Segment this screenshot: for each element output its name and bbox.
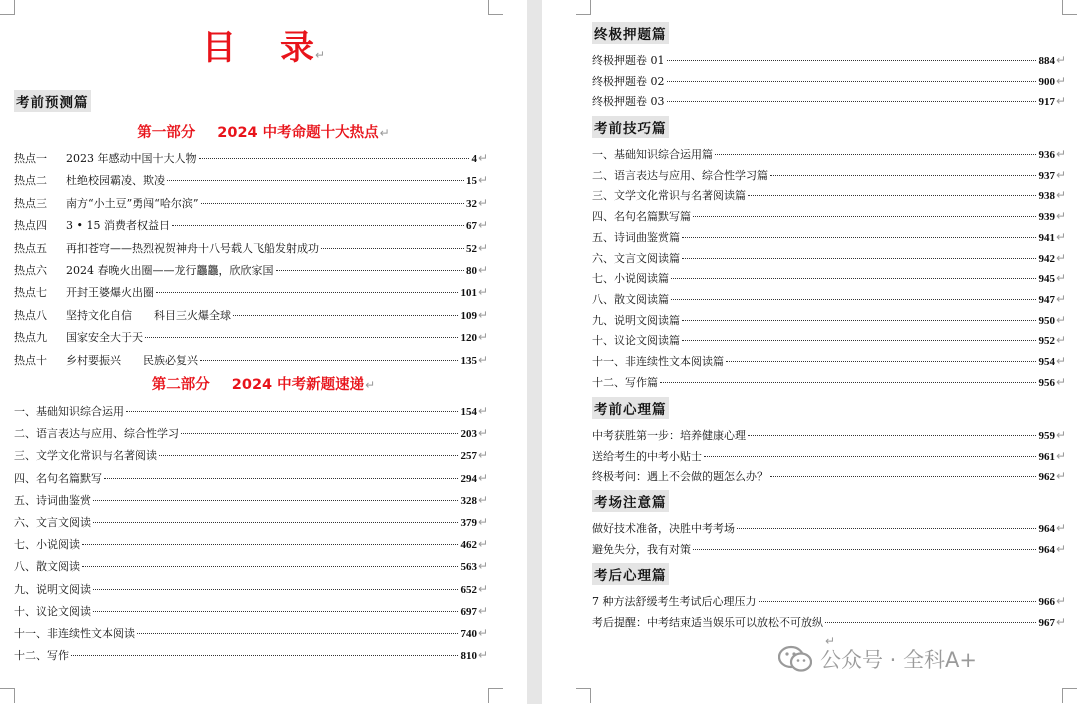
- hotspot-entry[interactable]: [14, 307, 488, 323]
- paragraph-mark: ↵: [1055, 354, 1066, 368]
- toc-entry-text: 十二、写作篇: [592, 375, 658, 389]
- hotspot-entry[interactable]: [14, 172, 488, 188]
- paragraph-mark: ↵: [1055, 188, 1066, 203]
- paragraph-mark: ↵: [477, 603, 488, 618]
- toc-entry-text: 十二、写作: [14, 649, 69, 663]
- page-number: 32: [465, 197, 477, 210]
- dot-leader: [71, 655, 458, 656]
- dot-leader: [693, 216, 1036, 217]
- toc-entry[interactable]: [592, 167, 1066, 183]
- paragraph-mark: ↵: [825, 634, 836, 648]
- paragraph-mark: ↵: [477, 352, 488, 367]
- toc-entry-text: 一、基础知识综合运用: [14, 405, 124, 418]
- toc-entry[interactable]: [592, 187, 1066, 203]
- dot-leader: [748, 435, 1036, 436]
- toc-entry[interactable]: [14, 425, 488, 441]
- dot-leader: [759, 601, 1037, 602]
- toc-entry[interactable]: [14, 536, 488, 552]
- paragraph-mark: ↵: [1055, 73, 1066, 88]
- part-one-heading: 第一部分 2024 中考命题十大热点↵: [137, 125, 390, 141]
- toc-entry-text: 终极考问：遇上不会做的题怎么办？: [592, 470, 768, 484]
- toc-entry-text: 十、议论文阅读篇: [592, 334, 680, 348]
- toc-entry-label: 热点七: [14, 286, 47, 300]
- toc-entry[interactable]: [592, 229, 1066, 245]
- toc-entry[interactable]: [592, 468, 1066, 484]
- toc-entry-text: 一、基础知识综合运用篇: [592, 148, 713, 161]
- dot-leader: [276, 270, 464, 271]
- paragraph-mark: ↵: [1055, 147, 1066, 161]
- paragraph-mark: ↵: [1055, 167, 1066, 182]
- toc-entry[interactable]: [592, 291, 1066, 307]
- toc-entry[interactable]: [14, 403, 488, 419]
- dot-leader: [82, 544, 458, 545]
- dot-leader: [682, 320, 1036, 321]
- toc-entry[interactable]: [592, 374, 1066, 390]
- dot-leader: [93, 522, 458, 523]
- toc-entry-text: 避免失分，我有对策: [592, 542, 691, 556]
- toc-entry-text: 南方“小土豆”勇闯“哈尔滨”: [66, 196, 199, 210]
- dot-leader: [660, 382, 1036, 383]
- dot-leader: [145, 337, 458, 338]
- toc-entry-text: 国家安全大于天: [66, 331, 143, 345]
- dot-leader: [737, 528, 1036, 529]
- page-number: 294: [460, 472, 477, 485]
- hotspot-entry[interactable]: [14, 284, 488, 300]
- toc-entry-label: 热点一: [14, 152, 47, 165]
- toc-entry[interactable]: [14, 581, 488, 597]
- toc-entry-text: 六、文言文阅读: [14, 516, 91, 529]
- margin-corner-mark: [0, 688, 15, 703]
- toc-entry-text: 十一、非连续性文本阅读篇: [592, 355, 724, 368]
- paragraph-mark: ↵: [477, 537, 488, 552]
- toc-entry-text: 八、散文阅读: [14, 560, 80, 574]
- page-number: 961: [1038, 450, 1055, 463]
- toc-entry-text: 七、小说阅读: [14, 538, 80, 552]
- hotspot-entry[interactable]: [14, 195, 488, 211]
- dot-leader: [199, 158, 470, 159]
- toc-entry-text: 十一、非连续性文本阅读: [14, 627, 135, 640]
- page-number: 952: [1038, 335, 1055, 348]
- paragraph-mark: ↵: [477, 648, 488, 663]
- toc-entry-text: 四、名句名篇默写: [14, 471, 102, 485]
- paragraph-mark: ↵: [477, 581, 488, 596]
- dot-leader: [93, 611, 458, 612]
- margin-corner-mark: [0, 0, 15, 15]
- page-number: 936: [1038, 149, 1055, 161]
- dot-leader: [159, 455, 458, 456]
- dot-leader: [233, 315, 458, 316]
- paragraph-mark: ↵: [477, 515, 488, 529]
- paragraph-mark: ↵: [1055, 312, 1066, 327]
- toc-entry-label: 热点九: [14, 331, 47, 345]
- toc-entry[interactable]: [592, 520, 1066, 536]
- paragraph-mark: ↵: [477, 492, 488, 507]
- toc-entry-text: 送给考生的中考小贴士: [592, 449, 702, 463]
- paragraph-mark: ↵: [1055, 448, 1066, 463]
- dot-leader: [825, 622, 1036, 623]
- dot-leader: [770, 175, 1036, 176]
- toc-entry[interactable]: [14, 492, 488, 508]
- paragraph-mark: ↵: [1055, 271, 1066, 286]
- page-number: 135: [460, 354, 477, 367]
- paragraph-mark: ↵: [477, 448, 488, 463]
- dot-leader: [93, 589, 458, 590]
- paragraph-mark: ↵: [1055, 521, 1066, 535]
- dot-leader: [704, 456, 1036, 457]
- dot-leader: [682, 258, 1036, 259]
- toc-entry-text: 四、名句名篇默写篇: [592, 210, 691, 224]
- toc-entry-text: 考后提醒：中考结束适当娱乐可以放松不可放纵: [592, 615, 823, 629]
- dot-leader: [726, 361, 1036, 362]
- hotspot-entry[interactable]: [14, 217, 488, 233]
- section-heading-forecast: 考前预测篇: [14, 90, 91, 112]
- dot-leader: [671, 278, 1036, 279]
- toc-entry-text: 二、语言表达与应用、综合性学习: [14, 427, 179, 441]
- margin-corner-mark: [1062, 0, 1077, 15]
- paragraph-mark: ↵: [477, 151, 488, 165]
- paragraph-mark: ↵: [477, 285, 488, 300]
- margin-corner-mark: [576, 688, 591, 703]
- hotspot-entry[interactable]: [14, 240, 488, 256]
- hotspot-entry[interactable]: [14, 150, 488, 166]
- toc-entry-text: 二、语言表达与应用、综合性学习篇: [592, 168, 768, 182]
- page-number: 67: [465, 220, 477, 233]
- dot-leader: [667, 101, 1037, 102]
- page-number: 962: [1038, 471, 1055, 484]
- toc-entry-text: 中考获胜第一步：培养健康心理: [592, 429, 746, 442]
- margin-corner-mark: [576, 0, 591, 15]
- paragraph-mark: ↵: [1055, 229, 1066, 244]
- page-number: 959: [1038, 430, 1055, 442]
- page-number: 462: [460, 539, 477, 552]
- right-document-page: [542, 0, 1080, 704]
- dot-leader: [201, 203, 464, 204]
- paragraph-mark: ↵: [477, 330, 488, 345]
- section-heading: 考场注意篇: [592, 490, 669, 512]
- toc-title: 目 录↵: [201, 28, 326, 68]
- section-heading: 考前技巧篇: [592, 116, 669, 138]
- toc-entry-text: 终极押题卷 03: [592, 95, 665, 109]
- page-number: 964: [1038, 523, 1055, 535]
- toc-entry[interactable]: [592, 427, 1066, 443]
- toc-entry-label: 热点二: [14, 174, 47, 188]
- paragraph-mark: ↵: [1055, 541, 1066, 556]
- paragraph-mark: ↵: [477, 218, 488, 233]
- dot-leader: [667, 60, 1037, 61]
- wechat-icon: [778, 645, 812, 673]
- page-number: 697: [460, 605, 477, 618]
- margin-corner-mark: [1062, 688, 1077, 703]
- toc-entry-label: 热点五: [14, 241, 47, 255]
- toc-entry-text: 十、议论文阅读: [14, 604, 91, 618]
- page-number: 257: [460, 450, 477, 463]
- page-number: 328: [460, 494, 477, 507]
- margin-corner-mark: [488, 0, 503, 15]
- paragraph-mark: ↵: [1055, 469, 1066, 484]
- page-number: 900: [1038, 75, 1055, 88]
- paragraph-mark: ↵: [477, 626, 488, 640]
- dot-leader: [682, 340, 1036, 341]
- toc-entry[interactable]: [14, 558, 488, 574]
- paragraph-mark: ↵: [1055, 374, 1066, 389]
- paragraph-mark: ↵: [1055, 594, 1066, 608]
- toc-entry[interactable]: [592, 52, 1066, 68]
- toc-entry-text: 2023 年感动中国十大人物: [66, 152, 197, 165]
- toc-entry-text: 五、诗词曲鉴赏: [14, 493, 91, 507]
- dot-leader: [104, 478, 458, 479]
- paragraph-mark: ↵: [1055, 291, 1066, 306]
- paragraph-mark: ↵: [1055, 53, 1066, 67]
- page-number: 120: [460, 332, 477, 345]
- toc-entry[interactable]: [592, 73, 1066, 89]
- hotspot-entry[interactable]: [14, 262, 488, 278]
- page-number: 956: [1038, 376, 1055, 389]
- page-number: 938: [1038, 190, 1055, 203]
- toc-entry-label: 热点八: [14, 308, 47, 322]
- paragraph-mark: ↵: [477, 240, 488, 255]
- paragraph-mark: ↵: [1055, 209, 1066, 224]
- page-number: 109: [460, 309, 477, 322]
- paragraph-mark: ↵: [1055, 333, 1066, 348]
- page-number: 939: [1038, 211, 1055, 224]
- toc-entry-text: 三、文学文化常识与名著阅读: [14, 449, 157, 463]
- paragraph-mark: ↵: [477, 263, 488, 277]
- toc-entry[interactable]: [14, 625, 488, 641]
- page-number: 652: [460, 583, 477, 596]
- left-document-page: [0, 0, 527, 704]
- toc-entry-text: 做好技术准备，决胜中考考场: [592, 522, 735, 535]
- toc-entry-text: 3 • 15 消费者权益日: [66, 219, 170, 233]
- toc-entry-text: 杜绝校园霸凌、欺凌: [66, 174, 165, 188]
- toc-entry[interactable]: [592, 541, 1066, 557]
- page-number: 954: [1038, 356, 1055, 368]
- toc-entry-label: 热点三: [14, 196, 47, 210]
- toc-entry[interactable]: [14, 603, 488, 619]
- page-number: 4: [471, 153, 477, 165]
- page-number: 563: [460, 561, 477, 574]
- page-number: 15: [465, 175, 477, 188]
- toc-entry-text: 坚持文化自信 科目三火爆全球: [66, 308, 231, 322]
- page-number: 80: [465, 265, 477, 277]
- toc-entry[interactable]: [592, 208, 1066, 224]
- toc-entry-text: 九、说明文阅读篇: [592, 313, 680, 327]
- toc-entry-label: 热点四: [14, 219, 47, 233]
- dot-leader: [137, 633, 458, 634]
- paragraph-mark: ↵: [477, 195, 488, 210]
- toc-entry[interactable]: [592, 146, 1066, 162]
- paragraph-mark: ↵: [477, 426, 488, 441]
- paragraph-mark: ↵: [477, 559, 488, 574]
- toc-entry-text: 六、文言文阅读篇: [592, 251, 680, 265]
- paragraph-mark: ↵: [477, 173, 488, 188]
- toc-entry-text: 开封王婆爆火出圈: [66, 286, 154, 300]
- page-number: 937: [1038, 169, 1055, 182]
- toc-entry[interactable]: [592, 332, 1066, 348]
- page-number: 884: [1038, 55, 1055, 67]
- toc-entry[interactable]: [592, 353, 1066, 369]
- page-number: 154: [460, 406, 477, 418]
- page-number: 740: [460, 628, 477, 640]
- paragraph-mark: ↵: [477, 470, 488, 485]
- paragraph-mark: ↵: [1055, 250, 1066, 265]
- page-number: 942: [1038, 252, 1055, 265]
- page-number: 379: [460, 517, 477, 529]
- toc-entry[interactable]: [592, 312, 1066, 328]
- dot-leader: [167, 180, 464, 181]
- hotspot-entry[interactable]: [14, 352, 488, 368]
- paragraph-mark: ↵: [1055, 94, 1066, 109]
- page-number: 810: [460, 650, 477, 663]
- page-number: 945: [1038, 273, 1055, 286]
- dot-leader: [156, 292, 458, 293]
- toc-entry[interactable]: [14, 647, 488, 663]
- toc-entry-text: 再扣苍穹——热烈祝贺神舟十八号载人飞船发射成功: [66, 241, 319, 255]
- dot-leader: [770, 476, 1036, 477]
- watermark: [778, 644, 977, 674]
- toc-entry[interactable]: [14, 447, 488, 463]
- hotspot-entry[interactable]: [14, 329, 488, 345]
- paragraph-mark: ↵: [477, 307, 488, 322]
- dot-leader: [667, 81, 1037, 82]
- dot-leader: [682, 237, 1036, 238]
- page-number: 203: [460, 428, 477, 441]
- dot-leader: [693, 549, 1036, 550]
- toc-entry-text: 终极押题卷 02: [592, 74, 665, 88]
- watermark-text: 公众号 · 全科A+: [820, 648, 977, 672]
- toc-entry[interactable]: [14, 470, 488, 486]
- section-heading: 考前心理篇: [592, 397, 669, 419]
- toc-entry[interactable]: [592, 93, 1066, 109]
- part-two-heading: 第二部分 2024 中考新题速递↵: [151, 377, 376, 393]
- section-heading: 终极押题篇: [592, 22, 669, 44]
- toc-entry[interactable]: [592, 250, 1066, 266]
- toc-entry-text: 乡村要振兴 民族必复兴: [66, 353, 198, 367]
- dot-leader: [82, 566, 458, 567]
- page-number: 941: [1038, 231, 1055, 244]
- toc-entry-text: 五、诗词曲鉴赏篇: [592, 230, 680, 244]
- dot-leader: [93, 500, 458, 501]
- toc-entry-text: 九、说明文阅读: [14, 582, 91, 596]
- margin-corner-mark: [488, 688, 503, 703]
- page-number: 950: [1038, 314, 1055, 327]
- dot-leader: [715, 154, 1036, 155]
- dot-leader: [200, 360, 458, 361]
- dot-leader: [321, 248, 464, 249]
- dot-leader: [748, 195, 1036, 196]
- page-number: 917: [1038, 96, 1055, 109]
- page-number: 52: [465, 242, 477, 255]
- toc-entry-text: 7 种方法舒缓考生考试后心理压力: [592, 595, 757, 608]
- page-number: 101: [460, 287, 477, 300]
- dot-leader: [172, 225, 464, 226]
- paragraph-mark: ↵: [1055, 428, 1066, 442]
- paragraph-mark: ↵: [1055, 614, 1066, 629]
- toc-entry-label: 热点六: [14, 264, 47, 277]
- page-number: 964: [1038, 543, 1055, 556]
- toc-entry[interactable]: [592, 448, 1066, 464]
- toc-entry[interactable]: [592, 593, 1066, 609]
- toc-entry-label: 热点十: [14, 353, 47, 367]
- toc-entry-text: 2024 春晚火出圈——龙行龘龘，欣欣家国: [66, 264, 274, 277]
- toc-entry[interactable]: [592, 614, 1066, 630]
- page-number: 967: [1038, 616, 1055, 629]
- toc-entry-text: 七、小说阅读篇: [592, 272, 669, 286]
- dot-leader: [671, 299, 1036, 300]
- dot-leader: [126, 411, 458, 412]
- toc-entry-text: 终极押题卷 01: [592, 54, 665, 67]
- dot-leader: [181, 433, 458, 434]
- toc-entry[interactable]: [592, 270, 1066, 286]
- paragraph-mark: ↵: [477, 404, 488, 418]
- page-number: 966: [1038, 596, 1055, 608]
- toc-entry[interactable]: [14, 514, 488, 530]
- page-number: 947: [1038, 293, 1055, 306]
- section-heading: 考后心理篇: [592, 563, 669, 585]
- toc-entry-text: 八、散文阅读篇: [592, 292, 669, 306]
- toc-entry-text: 三、文学文化常识与名著阅读篇: [592, 189, 746, 203]
